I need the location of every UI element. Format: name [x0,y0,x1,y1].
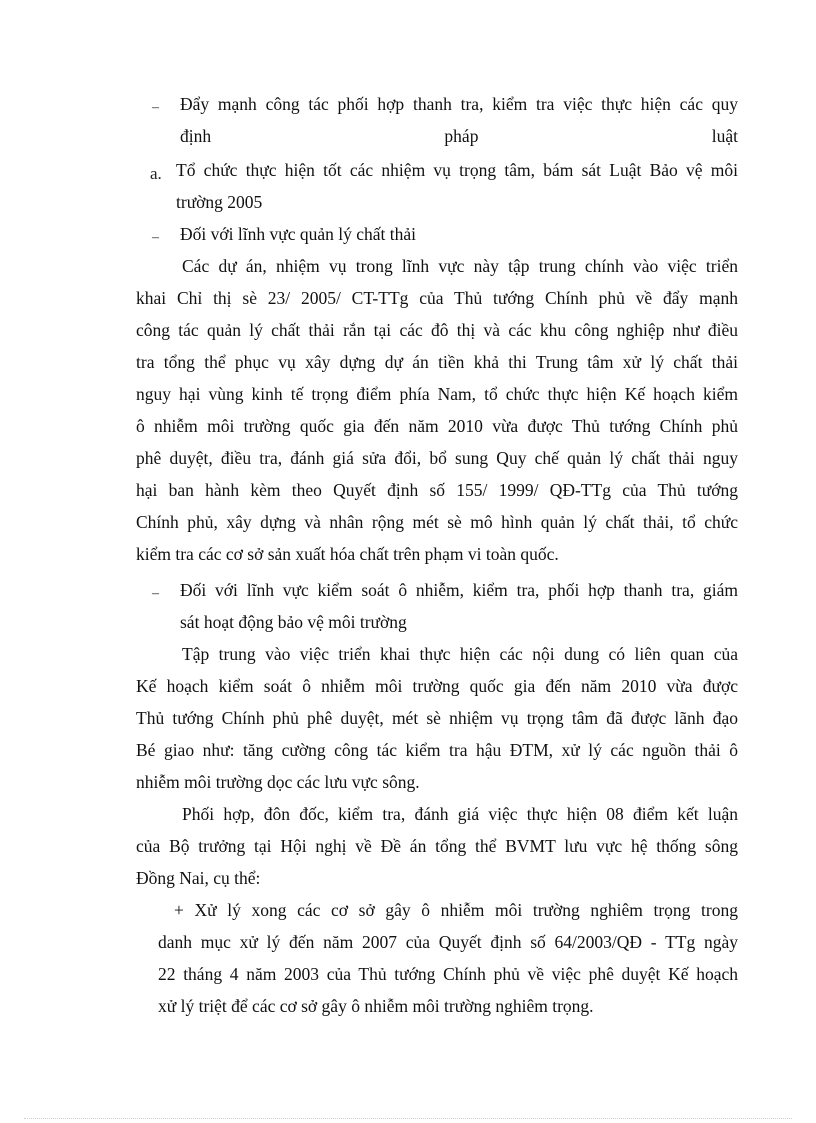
item-marker-a: a. [150,164,162,183]
item-4-line-1: Đối với lĩnh vực kiểm soát ô nhiễm, kiểm tra, phối hợp thanh tra, giám [180,580,738,600]
para-1-line-6: ô nhiễm môi trường quốc gia đến năm 2010 vừa được Thủ tướng Chính phủ [136,416,738,436]
para-2-line-4: Bé giao như: tăng cường công tác kiểm tra hậu ĐTM, xử lý các nguồn thải ô [136,740,738,760]
para-2-line-1: Tập trung vào việc triển khai thực hiện các nội dung có liên quan của [182,644,738,664]
item-2-line-2: trường 2005 [176,192,263,212]
footer-rule [24,1118,792,1119]
para-1-line-9: Chính phủ, xây dựng và nhân rộng mét sè mô hình quản lý chất thải, tổ chức [136,512,738,532]
bullet-dash: – [152,586,159,601]
para-1-line-3: công tác quản lý chất thải rắn tại các đô thị và các khu công nghiệp như điều [136,320,738,340]
para-2-line-2: Kế hoạch kiểm soát ô nhiễm môi trường quốc gia đến năm 2010 vừa được [136,676,738,696]
para-1-line-7: phê duyệt, điều tra, đánh giá sửa đổi, bổ sung Quy chế quản lý chất thải nguy [136,448,738,468]
para-1-line-8: hại ban hành kèm theo Quyết định số 155/ 1999/ QĐ-TTg của Thủ tướng [136,480,738,500]
item-3-line-1: Đối với lĩnh vực quản lý chất thải [180,224,416,244]
bullet-dash: – [152,230,159,245]
para-1-line-1: Các dự án, nhiệm vụ trong lĩnh vực này tập trung chính vào việc triển [182,256,738,276]
para-3-line-1: Phối hợp, đôn đốc, kiểm tra, đánh giá việc thực hiện 08 điểm kết luận [182,804,738,824]
item-4-line-2: sát hoạt động bảo vệ môi trường [180,612,407,632]
para-3-line-3: Đồng Nai, cụ thể: [136,868,261,888]
bullet-dash: – [152,100,159,115]
para-1-line-5: nguy hại vùng kinh tế trọng điểm phía Nam, tổ chức thực hiện Kế hoạch kiểm [136,384,738,404]
para-1-line-4: tra tổng thể phục vụ xây dựng dự án tiền khả thi Trung tâm xử lý chất thải [136,352,738,372]
item-1-line-2: định pháp luật [180,126,738,146]
para-3-line-2: của Bộ trưởng tại Hội nghị về Đề án tổng thể BVMT lưu vực hệ thống sông [136,836,738,856]
para-2-line-5: nhiễm môi trường dọc các lưu vực sông. [136,772,420,792]
item-1-line-1: Đẩy mạnh công tác phối hợp thanh tra, kiểm tra việc thực hiện các quy [180,94,738,114]
para-2-line-3: Thủ tướng Chính phủ phê duyệt, mét sè nhiệm vụ trọng tâm đã được lãnh đạo [136,708,738,728]
para-4-line-1: + Xử lý xong các cơ sở gây ô nhiễm môi trường nghiêm trọng trong [174,900,738,920]
para-1-line-10: kiểm tra các cơ sở sản xuất hóa chất trên phạm vi toàn quốc. [136,544,559,564]
para-4-line-4: xử lý triệt để các cơ sở gây ô nhiễm môi trường nghiêm trọng. [158,996,594,1016]
para-4-line-3: 22 tháng 4 năm 2003 của Thủ tướng Chính phủ về việc phê duyệt Kế hoạch [158,964,738,984]
para-4-line-2: danh mục xử lý đến năm 2007 của Quyết định số 64/2003/QĐ - TTg ngày [158,932,738,952]
item-2-line-1: Tổ chức thực hiện tốt các nhiệm vụ trọng tâm, bám sát Luật Bảo vệ môi [176,160,738,180]
para-1-line-2: khai Chỉ thị sè 23/ 2005/ CT-TTg của Thủ tướng Chính phủ về đẩy mạnh [136,288,738,308]
